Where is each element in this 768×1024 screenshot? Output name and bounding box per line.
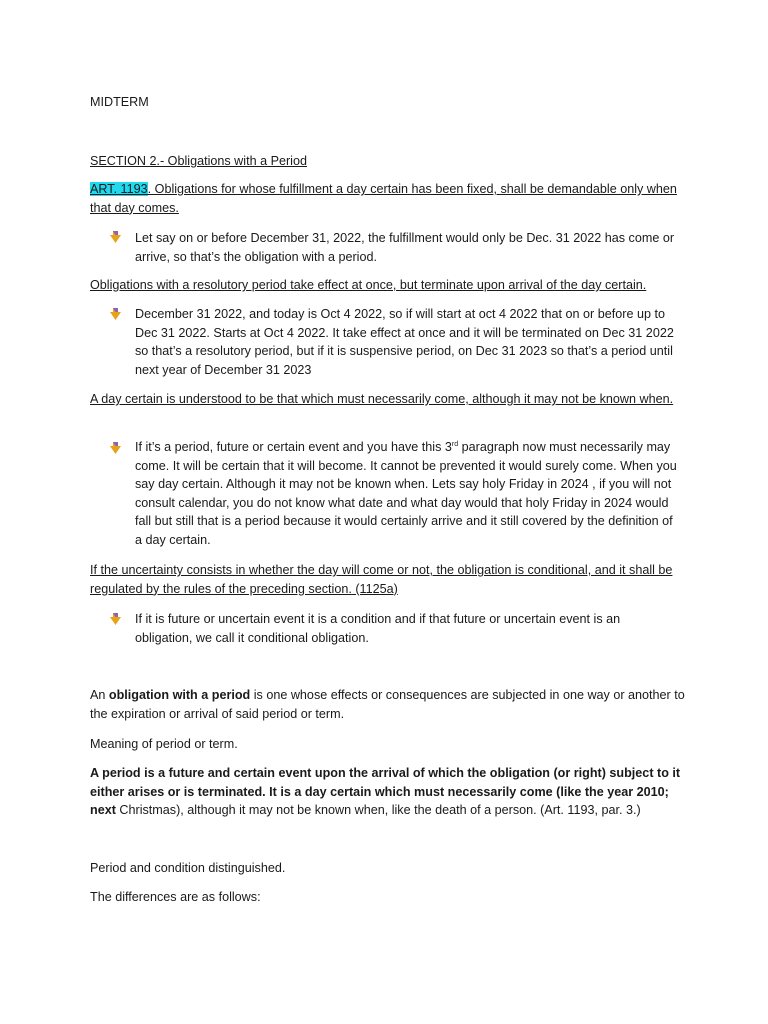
paragraph-differences: The differences are as follows: [90,890,261,904]
paragraph-resolutory: Obligations with a resolutory period take effect at once, but terminate upon arrival of the day certain. [90,278,647,292]
bullet-text-1: Let say on or before December 31, 2022, the fulfillment would only be Dec. 31 2022 has come or arrive, so that’s the obligation with a period. [135,231,675,264]
article-paragraph: ART. 1193. Obligations for whose fulfillment a day certain has been fixed, shall be demandable only when that day comes. [90,182,677,215]
paragraph-meaning: Meaning of period or term. [90,737,238,751]
doc-heading: MIDTERM [90,95,149,109]
article-number-highlight: ART. 1193 [90,182,148,196]
bullet-icon [110,441,130,460]
bullet-icon [110,612,130,631]
bullet-text-3: If it’s a period, future or certain event and you have this 3rd paragraph now must necessarily may come. It will be certain that it will become. It cannot be prevented it would surely come. When you say day certain. Although it may not be known when. Lets say holy Friday in 2024 , if you will not consult calendar, you do not know what date and what day would that holy Friday in 2024 would fall but still that is a period because it would certainly arrive and it still covered by the definition of a day certain. [135,440,677,547]
paragraph-period-meaning: A period is a future and certain event upon the arrival of which the obligation (or right) subject to it either arises or is terminated. It is a day certain which must necessarily come (like the year 2010; next Christmas), although it may not be known when, like the death of a person. (Art. 1193, par. 3.) [90,766,681,818]
paragraph-day-certain: A day certain is understood to be that which must necessarily come, although it may not be known when. [90,392,674,406]
paragraph-uncertainty: If the uncertainty consists in whether the day will come or not, the obligation is conditional, and it shall be regulated by the rules of the preceding section. (1125a) [90,563,673,596]
bullet-text-4: If it is future or uncertain event it is a condition and if that future or uncertain event is an obligation, we call it conditional obligation. [135,612,621,645]
paragraph-definition: An obligation with a period is one whose effects or consequences are subjected in one way or another to the expiration or arrival of said period or term. [90,688,685,721]
bullet-icon [110,307,130,326]
paragraph-distinguished: Period and condition distinguished. [90,861,286,875]
bullet-text-2: December 31 2022, and today is Oct 4 2022, so if will start at oct 4 2022 that on or before up to Dec 31 2022. Starts at Oct 4 2022. It take effect at once and it will be terminated on Dec 31 2022 so that’s a resolutory period, but if it is suspensive period, on Dec 31 2023 so that’s a period until next year of December 31 2023 [135,307,674,377]
section-title: SECTION 2.- Obligations with a Period [90,154,307,168]
bullet-icon [110,230,130,249]
